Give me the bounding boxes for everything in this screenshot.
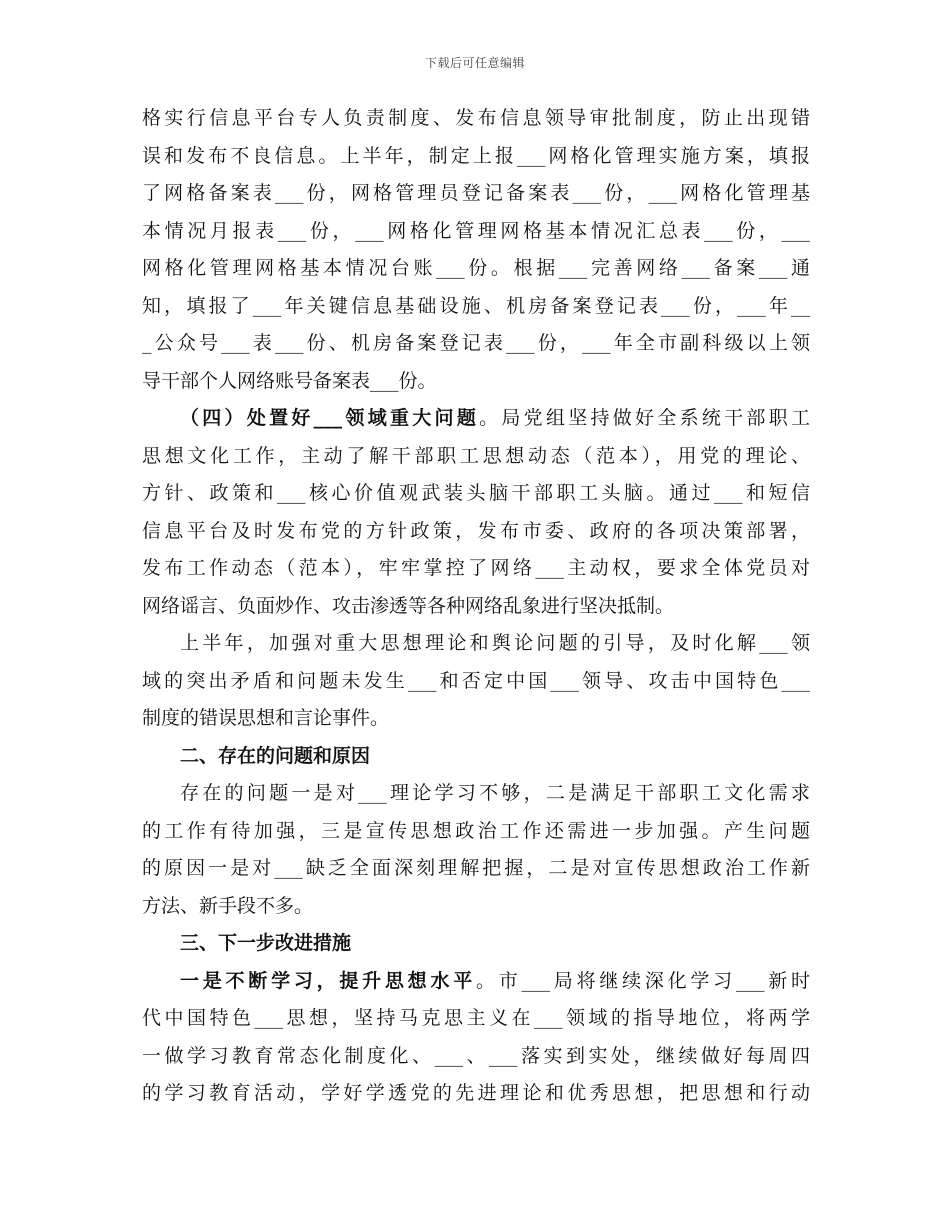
text-line: 制度的错误思想和言论事件。 [142,707,390,729]
page-header: 下载后可任意编辑 [424,56,525,70]
text-line: 本情况月报表___份，___网格化管理网格基本情况汇总表___份，___ [142,219,810,242]
text-line: 网格化管理网格基本情况台账___份。根据___完善网络___备案___通 [142,257,810,279]
text-line: 方针、政策和___核心价值观武装头脑干部职工头脑。通过___和短信 [142,482,810,504]
text-line: 误和发布不良信息。上半年，制定上报___网格化管理实施方案，填报 [142,144,810,167]
section-four-text: 。局党组坚持做好全系统干部职工 [479,407,810,429]
text-line: 的工作有待加强，三是宣传思想政治工作还需进一步加强。产生问题 [142,819,810,842]
document-body [142,100,810,1113]
text-line: 思想文化工作，主动了解干部职工思想动态（范本），用党的理论、 [142,444,810,467]
text-line: _公众号___表___份、机房备案登记表___份，___年全市副科级以上领 [142,332,810,354]
text-line: 信息平台及时发布党的方针政策，发布市委、政府的各项决策部署， [142,519,810,542]
measure-one-text: 。市___局将继续深化学习___新时 [476,969,810,992]
text-line: 一做学习教育常态化制度化、___、___落实到实处，继续做好每周四 [142,1044,810,1067]
measure-one-heading: 一是不断学习，提升思想水平 [180,969,476,992]
section-four-first-line [142,400,810,438]
text-line: 的学习教育活动，学好学透党的先进理论和优秀思想，把思想和行动 [142,1082,810,1104]
text-line: 格实行信息平台专人负责制度、发布信息领导审批制度，防止出现错 [142,107,810,129]
text-line: 导干部个人网络账号备案表___份。 [142,369,437,392]
text-line: 方法、新手段不多。 [142,894,314,917]
text-line: 存在的问题一是对___理论学习不够，二是满足干部职工文化需求 [180,782,810,804]
section-two-heading: 二、存在的问题和原因 [180,744,371,767]
measure-one-first-line [142,963,810,1001]
section-four-heading: （四）处置好___领域重大问题 [180,407,480,429]
text-line: 知，填报了___年关键信息基础设施、机房备案登记表___份，___年__ [142,294,810,317]
text-line: 域的突出矛盾和问题未发生___和否定中国___领导、攻击中国特色___ [142,669,810,692]
text-line: 发布工作动态（范本），牢牢掌控了网络___主动权，要求全体党员对 [142,557,810,579]
section-three-heading: 三、下一步改进措施 [180,932,352,954]
text-line: 了网格备案表___份，网格管理员登记备案表___份，___网格化管理基 [142,182,810,204]
text-line: 网络谣言、负面炒作、攻击渗透等各种网络乱象进行坚决抵制。 [142,594,675,617]
text-line: 的原因一是对___缺乏全面深刻理解把握，二是对宣传思想政治工作新 [142,857,810,879]
text-line: 代中国特色___思想，坚持马克思主义在___领域的指导地位，将两学 [142,1007,810,1029]
text-line: 上半年，加强对重大思想理论和舆论问题的引导，及时化解___领 [180,632,810,654]
